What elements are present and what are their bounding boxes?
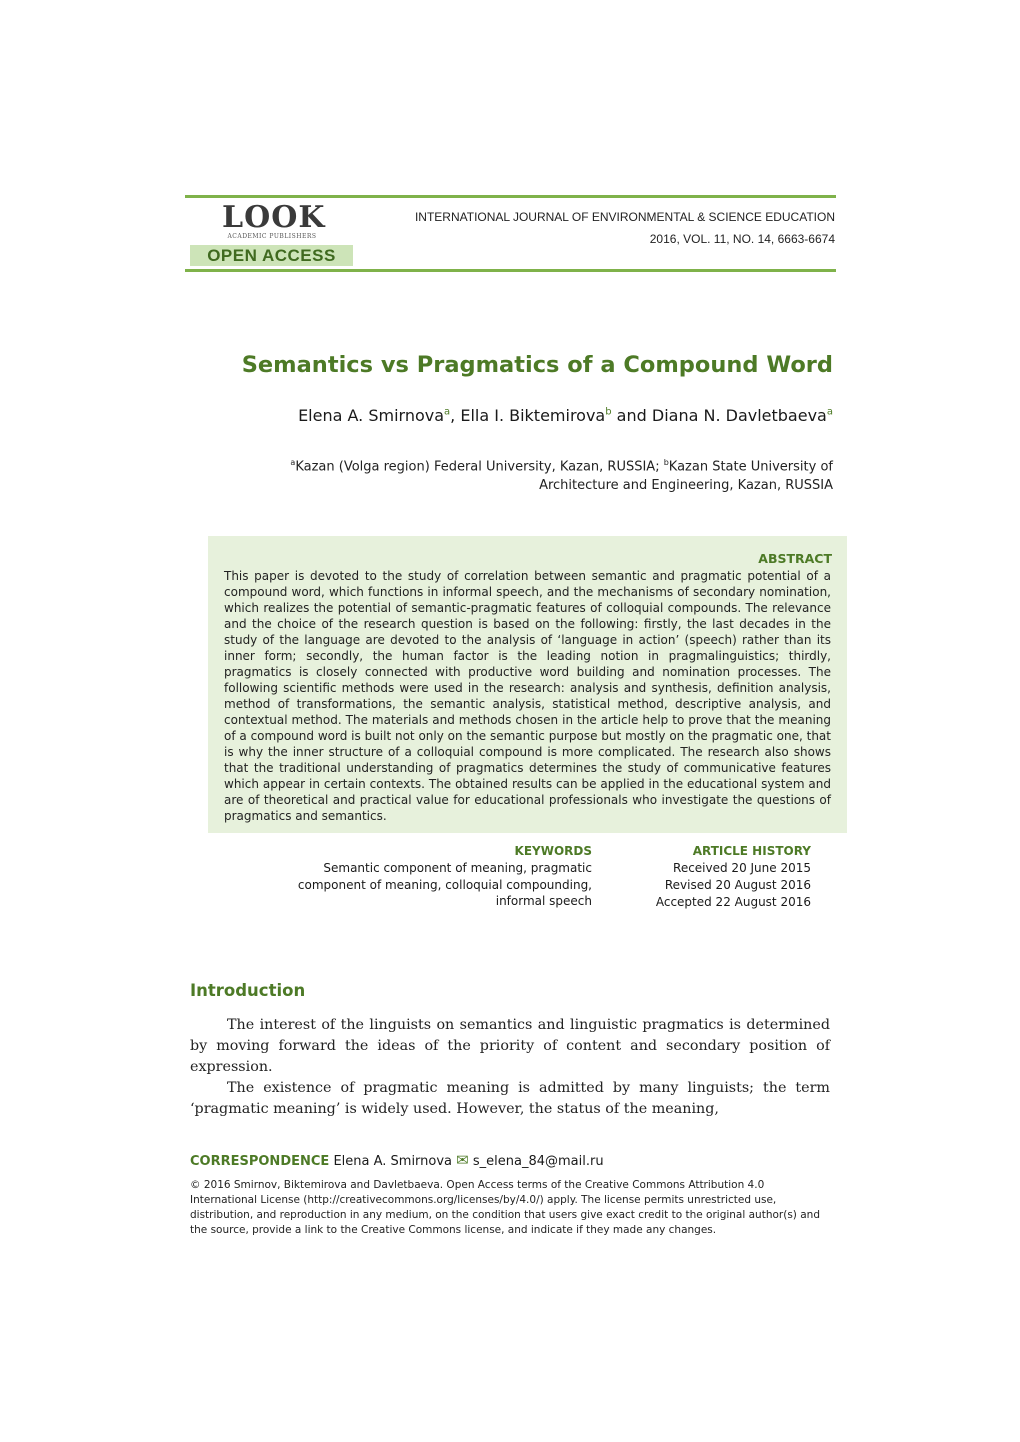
history-revised: Revised 20 August 2016 [664, 878, 811, 892]
article-history [656, 860, 811, 911]
email-icon: ✉ [456, 1151, 469, 1169]
license-text: © 2016 Smirnov, Biktemirova and Davletbaeva. Open Access terms of the Creative Commons Attribution 4.0 International License (http://creativecommons.org/licenses/by/4.0/) apply. The license permits unrestricted use, distribution, and reproduction in any medium, on the condition that users give exact credit to the original author(s) and the source, provide a link to the Creative Commons license, and indicate if they made any changes. [190, 1179, 820, 1236]
correspondence-email[interactable]: s_elena_84@mail.ru [472, 1154, 604, 1169]
author-name: Diana N. Davletbaeva [651, 406, 827, 425]
author-name: Elena A. Smirnova [298, 406, 445, 425]
paragraph: The interest of the linguists on semantics and linguistic pragmatics is determined by moving forward the ideas of the priority of content and secondary position of expression. [190, 1017, 830, 1075]
correspondence-label: CORRESPONDENCE [190, 1154, 330, 1169]
header-bottom-rule [185, 269, 836, 272]
affiliations [213, 453, 833, 495]
section-heading-introduction: Introduction [190, 981, 306, 1000]
abstract-text: This paper is devoted to the study of correlation between semantic and pragmatic potential of a compound word, which functions in informal speech, and the mechanisms of secondary nomination, which realizes the potential of semantic-pragmatic features of colloquial compounds. The relevance and the choice of the research question is based on the following: firstly, the last decades in the study of the language are devoted to the analysis of ‘language in action’ (speech) rather than its inner form; secondly, the human factor is the leading notion in pragmalinguistics; thirdly, pragmatics is closely connected with productive word building and nomination processes. The following scientific methods were used in the research: analysis and synthesis, definition analysis, method of transformations, the semantic analysis, statistical method, descriptive analysis, and contextual method. The materials and methods chosen in the article help to prove that the meaning of a compound word is built not only on the semantic purpose but mostly on the pragmatic one, that is why the inner structure of a colloquial compound is more complicated. The research also shows that the traditional understanding of pragmatics determines the study of communicative features which appear in certain contexts. The obtained results can be applied in the educational system and are of theoretical and practical value for educational professionals who investigate the questions of pragmatics and semantics. [224, 569, 831, 823]
author-separator: and [611, 406, 652, 425]
affiliation-b: Kazan State University of Architecture and Engineering, Kazan, RUSSIA [539, 459, 833, 494]
history-accepted: Accepted 22 August 2016 [655, 895, 811, 909]
paragraph: The existence of pragmatic meaning is admitted by many linguists; the term ‘pragmatic meaning’ is widely used. However, the status of the meaning, [190, 1080, 830, 1117]
logo-main-text: LOOK [222, 200, 326, 235]
correspondence-line [190, 1151, 604, 1169]
body-text [190, 1015, 830, 1120]
header-top-rule [185, 195, 836, 198]
author-list [298, 406, 833, 425]
author-separator: , [450, 406, 461, 425]
article-history-label: ARTICLE HISTORY [692, 844, 811, 858]
affiliation-a: Kazan (Volga region) Federal University, Kazan, RUSSIA; [295, 459, 664, 475]
author-affil-mark: a [444, 406, 451, 418]
journal-name: INTERNATIONAL JOURNAL OF ENVIRONMENTAL & SCIENCE EDUCATION [414, 210, 835, 224]
correspondence-name: Elena A. Smirnova [333, 1154, 453, 1169]
logo-sub-text: ACADEMIC PUBLISHERS [227, 233, 317, 240]
article-title: Semantics vs Pragmatics of a Compound Word [241, 352, 833, 378]
affil-mark: a [290, 458, 296, 467]
journal-issue: 2016, VOL. 11, NO. 14, 6663-6674 [649, 232, 835, 246]
author-affil-mark: a [826, 406, 833, 418]
journal-info [415, 206, 835, 250]
abstract-box [208, 536, 847, 833]
author-name: Ella I. Biktemirova [460, 406, 606, 425]
publisher-logo [222, 200, 326, 241]
affil-mark: b [663, 458, 669, 467]
abstract-label: ABSTRACT [758, 551, 832, 566]
author-affil-mark: b [605, 406, 612, 418]
keywords-label: KEYWORDS [514, 844, 592, 858]
open-access-badge: OPEN ACCESS [190, 245, 353, 266]
history-received: Received 20 June 2015 [673, 861, 811, 875]
keywords-text: Semantic component of meaning, pragmatic component of meaning, colloquial compounding, informal speech [297, 861, 592, 908]
